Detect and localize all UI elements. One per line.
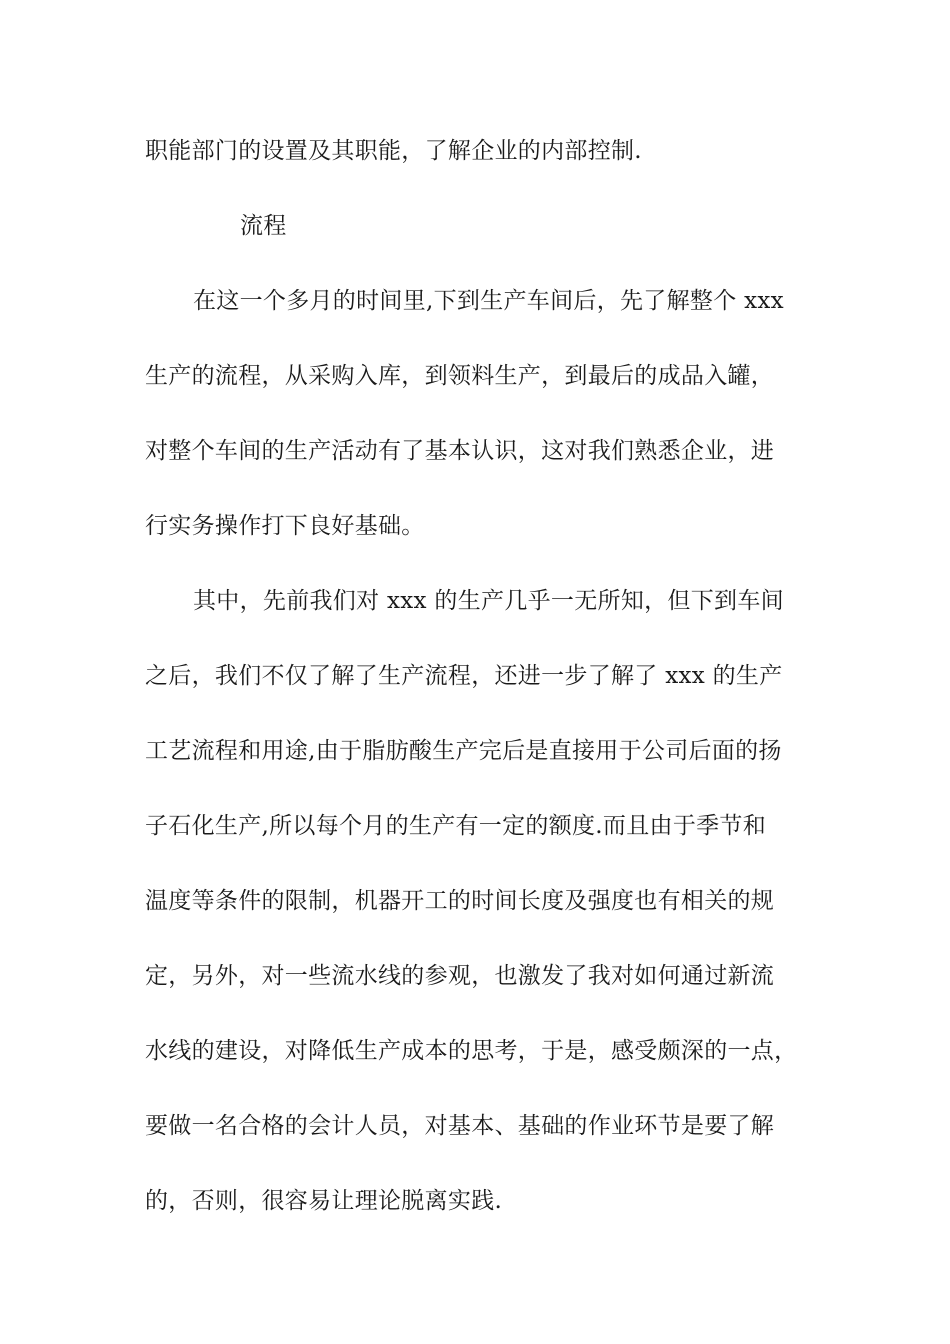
- paragraph-first-line: 在这一个多月的时间里,下到生产车间后，先了解整个 xxx: [193, 288, 784, 314]
- text-line: 生产的流程，从采购入库，到领料生产，到最后的成品入罐，: [145, 363, 775, 389]
- paragraph-first-line: 其中，先前我们对 xxx 的生产几乎一无所知，但下到车间: [193, 588, 784, 614]
- text-line: 工艺流程和用途,由于脂肪酸生产完后是直接用于公司后面的扬: [145, 738, 782, 764]
- text-line: 定，另外，对一些流水线的参观，也激发了我对如何通过新流: [145, 963, 775, 989]
- text-line: 要做一名合格的会计人员，对基本、基础的作业环节是要了解: [145, 1113, 775, 1139]
- text-line: 对整个车间的生产活动有了基本认识，这对我们熟悉企业，进: [145, 438, 775, 464]
- section-heading: 流程: [240, 213, 287, 239]
- text-line: 温度等条件的限制，机器开工的时间长度及强度也有相关的规: [145, 888, 775, 914]
- text-line: 的，否则，很容易让理论脱离实践.: [145, 1188, 503, 1214]
- text-line: 子石化生产,所以每个月的生产有一定的额度.而且由于季节和: [145, 813, 767, 839]
- text-line: 水线的建设，对降低生产成本的思考，于是，感受颇深的一点，: [145, 1038, 798, 1064]
- text-line: 职能部门的设置及其职能，了解企业的内部控制.: [145, 138, 642, 164]
- text-line: 之后，我们不仅了解了生产流程，还进一步了解了 xxx 的生产: [145, 663, 783, 689]
- text-line: 行实务操作打下良好基础。: [145, 513, 425, 539]
